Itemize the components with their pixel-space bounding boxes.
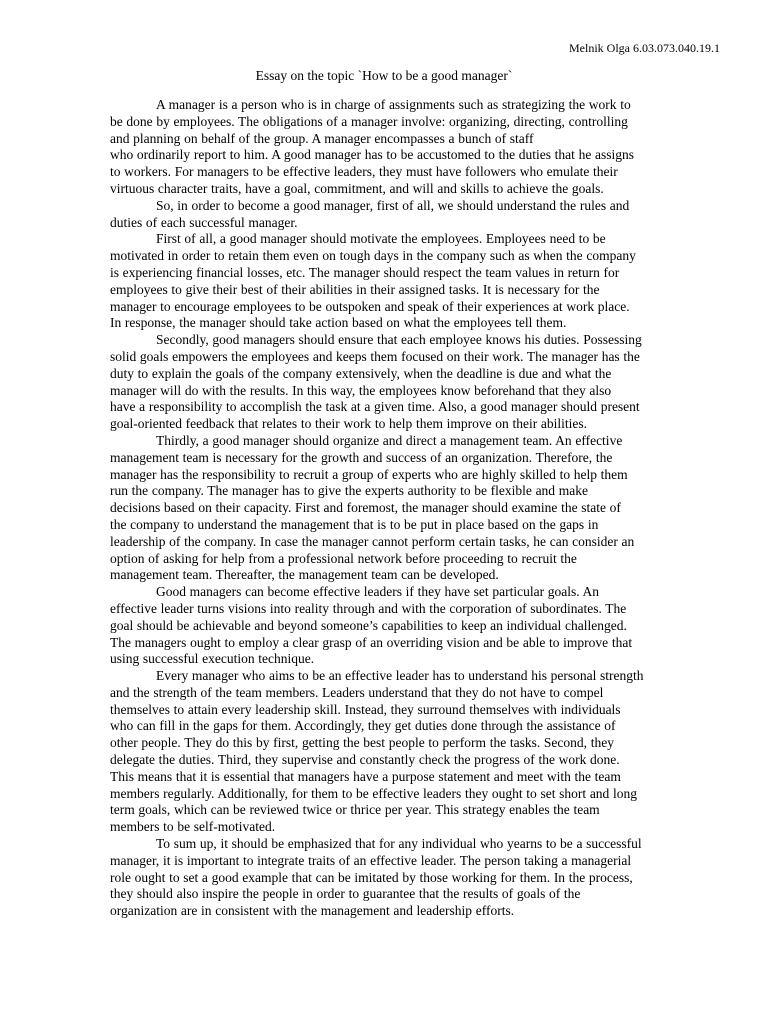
text-line: who can fill in the gaps for them. Accordingly, they get duties done through the assistance of <box>110 718 616 734</box>
text-line: duty to explain the goals of the company extensively, when the deadline is due and what the <box>110 365 612 381</box>
text-line: In response, the manager should take action based on what the employees tell them. <box>110 315 567 331</box>
text-line: who ordinarily report to him. A good manager has to be accustomed to the duties that he assigns <box>110 147 634 163</box>
text-line: using successful execution technique. <box>110 651 315 667</box>
text-line: role ought to set a good example that can be imitated by those working for them. In the process, <box>110 869 633 885</box>
text-line: term goals, which can be reviewed twice or thrice per year. This strategy enables the team <box>110 802 600 818</box>
text-line: duties of each successful manager. <box>110 214 298 230</box>
text-line: leadership of the company. In case the manager cannot perform certain tasks, he can consider an <box>110 533 635 549</box>
text-line: solid goals empowers the employees and keeps them focused on their work. The manager has the <box>110 348 640 364</box>
text-line: have a responsibility to accomplish the task at a given time. Also, a good manager should present <box>110 399 640 415</box>
text-line: Every manager who aims to be an effective leader has to understand his personal strength <box>156 668 644 684</box>
text-line: To sum up, it should be emphasized that for any individual who yearns to be a successful <box>156 836 642 852</box>
text-line: members regularly. Additionally, for them to be effective leaders they ought to set short and long <box>110 785 637 801</box>
text-line: manager, it is important to integrate traits of an effective leader. The person taking a managerial <box>110 852 632 868</box>
text-line: employees to give their best of their abilities in their assigned tasks. It is necessary for the <box>110 281 600 297</box>
text-line: the company to understand the management that is to be put in place based on the gaps in <box>110 516 599 532</box>
essay-paragraph <box>110 836 715 920</box>
text-line: they should also inspire the people in order to guarantee that the results of goals of the <box>110 886 581 902</box>
essay-paragraph <box>110 97 715 198</box>
text-line: manager will do with the results. In this way, the employees know beforehand that they also <box>110 382 612 398</box>
text-line: and the strength of the team members. Leaders understand that they do not have to compel <box>110 684 604 700</box>
essay-paragraph <box>110 198 715 232</box>
essay-paragraph <box>110 332 715 433</box>
text-line: run the company. The manager has to give the experts authority to be flexible and make <box>110 483 588 499</box>
essay-paragraph <box>110 668 715 836</box>
text-line: This means that it is essential that managers have a purpose statement and meet with the team <box>110 768 621 784</box>
text-line: virtuous character traits, have a goal, commitment, and will and skills to achieve the goals. <box>110 180 604 196</box>
essay-paragraph <box>110 433 715 584</box>
text-line: Thirdly, a good manager should organize and direct a management team. An effective <box>156 432 623 448</box>
text-line: and planning on behalf of the group. A manager encompasses a bunch of staff <box>110 130 534 146</box>
text-line: manager has the responsibility to recruit a group of experts who are highly skilled to help them <box>110 466 628 482</box>
text-line: delegate the duties. Third, they supervise and constantly check the progress of the work done. <box>110 752 620 768</box>
text-line: effective leader turns visions into reality through and with the corporation of subordinates. The <box>110 600 627 616</box>
text-line: be done by employees. The obligations of a manager involve: organizing, directing, controlling <box>110 113 628 129</box>
text-line: members to be self-motivated. <box>110 819 276 835</box>
text-line: goal should be achievable and beyond someone’s capabilities to keep an individual challenged. <box>110 617 627 633</box>
text-line: Secondly, good managers should ensure that each employee knows his duties. Possessing <box>156 332 642 348</box>
text-line: A manager is a person who is in charge of assignments such as strategizing the work to <box>156 97 631 112</box>
author-id: Melnik Olga 6.03.073.040.19.1 <box>569 41 720 55</box>
essay-title: Essay on the topic `How to be a good manager` <box>255 68 513 83</box>
text-line: manager to encourage employees to be outspoken and speak of their experiences at work place. <box>110 298 630 314</box>
text-line: management team. Thereafter, the management team can be developed. <box>110 567 499 583</box>
text-line: is experiencing financial losses, etc. The manager should respect the team values in return for <box>110 264 620 280</box>
text-line: themselves to attain every leadership skill. Instead, they surround themselves with individuals <box>110 701 621 717</box>
essay-body <box>110 97 715 920</box>
text-line: First of all, a good manager should motivate the employees. Employees need to be <box>156 231 606 247</box>
text-line: other people. They do this by first, getting the best people to perform the tasks. Second, they <box>110 735 614 751</box>
text-line: organization are in consistent with the management and leadership efforts. <box>110 903 515 919</box>
essay-paragraph <box>110 584 715 668</box>
text-line: goal-oriented feedback that relates to their work to help them improve on their abilities. <box>110 416 587 432</box>
essay-paragraph <box>110 231 715 332</box>
text-line: option of asking for help from a professional network before proceeding to recruit the <box>110 550 577 566</box>
text-line: So, in order to become a good manager, first of all, we should understand the rules and <box>156 197 630 213</box>
text-line: Good managers can become effective leaders if they have set particular goals. An <box>156 584 600 600</box>
text-line: management team is necessary for the growth and success of an organization. Therefore, the <box>110 449 613 465</box>
text-line: decisions based on their capacity. First and foremost, the manager should examine the state of <box>110 500 621 516</box>
text-line: The managers ought to employ a clear grasp of an overriding vision and be able to improve that <box>110 634 633 650</box>
text-line: motivated in order to retain them even on tough days in the company such as when the company <box>110 248 636 264</box>
text-line: to workers. For managers to be effective leaders, they must have followers who emulate their <box>110 164 618 180</box>
